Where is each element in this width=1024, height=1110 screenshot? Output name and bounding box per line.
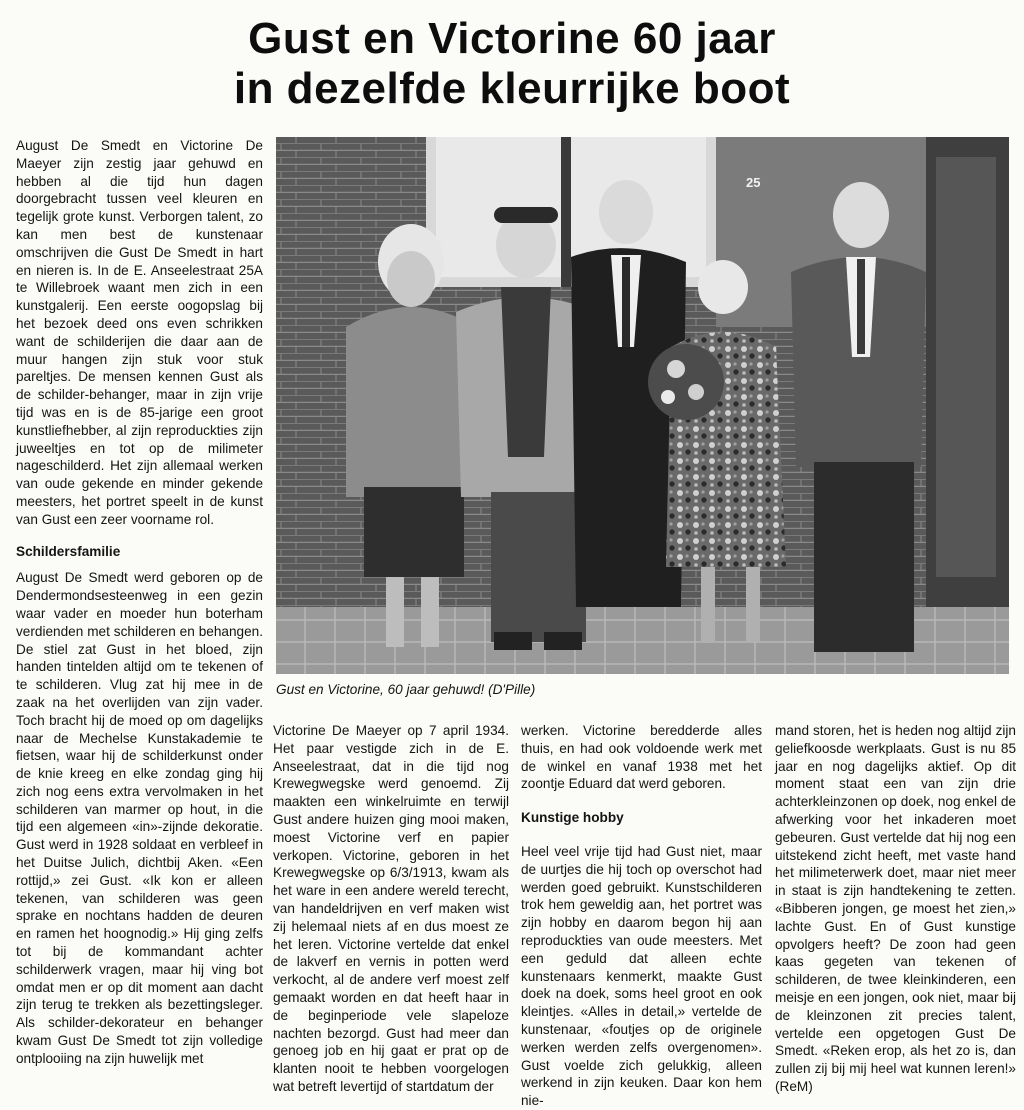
- intro-paragraph: August De Smedt en Victorine De Maeyer zijn zestig jaar gehuwd en hebben al die tijd hun dagen doorgebracht tussen veel kleuren en tegelijk grote kunst. Verborgen talent, zo kan men best de kunstenaar omschrijven die Gust De Smedt in hart en nieren is. In de E. Anseelestraat 25A te Willebroek waant men zich in een kunstgalerij. Een eerste oogopslag bij het bezoek deed ons even schrikken want de schilderijen die daar aan de muur hangen zijn stuk voor stuk pareltjes. De mensen kennen Gust als de schilder-behanger, maar in zijn vrije tijd was en is de 85-jarige een groot kunstliefhebber, al zijn reproduckties zijn juweeltjes en tot op de milimeter nageschilderd. Het zijn allemaal werken van oude gekende en minder gekende meesters, het portret speelt in de kunst van Gust een zeer voorname rol.: [16, 138, 263, 527]
- paragraph-schildersfamilie: August De Smedt werd geboren op de Dendermondsesteenweg in een gezin waar vader en moeder hun boterham verdienden met schilderen en behangen. De stiel zat Gust in het bloed, zijn handen tintelden altijd om te tekenen of te schilderen. Vlug zat hij mee in de zaak na het overlijden van zijn vader. Toch bracht hij de moed op om dagelijks naar de Mechelse Kunstakademie te fietsen, waar hij de schilderkunst onder de knie kreeg en elke zondag ging hij zich nog eens extra vervolmaken in het schilderen van marmer op hout, in die tijd een algemeen «in»-zijnde dekoratie. Gust werd in 1928 soldaat en verbleef in het Duitse Julich, dichtbij Aken. «Een rottijd,» zei Gust. «Ik kon er alleen tekenen, van schilderen was geen sprake en nochtans hadden de deuren en ramen het hoognodig.» Hij ging zelfs tot bij de kommandant achter schilderwerk vragen, maar hij ving bot omdat men er op dit moment aan dacht zijn terug te trekken als bezettingsleger. Als schilder-dekorateur en behanger kwam Gust De Smedt tot zijn volledige ontplooiing na zijn huwelijk met: [16, 570, 263, 1066]
- article-column-3: [521, 722, 762, 1110]
- headline: [0, 14, 1024, 114]
- family-photo: [276, 137, 1009, 674]
- subhead-schildersfamilie: Schildersfamilie: [16, 543, 121, 559]
- paragraph-werken: werken. Victorine beredderde alles thuis, en had ook voldoende werk met de winkel en vanaf 1938 met het zoontje Eduard dat werd geboren.: [521, 723, 762, 792]
- headline-line-2: in dezelfde kleurrijke boot: [233, 64, 791, 113]
- headline-line-1: Gust en Victorine 60 jaar: [248, 14, 776, 63]
- paragraph-victorine: Victorine De Maeyer op 7 april 1934. Het paar vestigde zich in de E. Anseelestraat, dat in die tijd nog Krewegwegske werd genoemd. Zij maakten een winkelruimte en terwijl Gust andere huizen ging mooi maken, moest Victorine verf en papier verkopen. Victorine, geboren in het Krewegwegske op 6/3/1913, kwam als het ware in een andere wereld terecht, van handeldrijven en verf maken wist zij helemaal niets af en dus moest ze het leren. Victorine vertelde dat enkel de lakverf en vernis in potten werd verkocht, al de andere verf moest zelf gemaakt worden en dat heeft haar in de beginperiode vele slapeloze nachten bezorgd. Gust had meer dan genoeg job en hij gaat er prat op de klanten nooit te hebben voorgelogen wat betreft levertijd of startdatum der: [273, 723, 509, 1094]
- house-number: 25: [746, 175, 761, 190]
- photo-illustration: [276, 137, 1009, 674]
- article-column-1: [16, 137, 263, 1068]
- subhead-kunstige-hobby: Kunstige hobby: [521, 810, 624, 826]
- paragraph-closing: mand storen, het is heden nog altijd zijn geliefkoosde werkplaats. Gust is nu 85 jaar en nog dagelijks aktief. Op dit moment staat een van zijn drie achterkleinzonen op doek, nog enkel de afwerking voor het inkaderen moet gebeuren. Gust vertelde dat hij nog een uitstekend zicht heeft, met vaste hand het milimeterwerk doet, maar niet meer in staat is zijn handtekening te zetten. «Bibberen jongen, ge moest het zien,» lachte Gust. En of Gust kunstige opvolgers heeft? De zoon had geen kaas gegeten van tekenen of schilderen, de twee kleinkinderen, een meisje en een jongen, ook niet, maar bij de kleinzonen zit precies talent, vertelde een opgetogen Gust De Smedt. «Reken erop, als het zo is, dan zullen zij bij mij heel wat kunnen leren!» (ReM): [775, 723, 1016, 1094]
- photo-caption: Gust en Victorine, 60 jaar gehuwd! (D'Pille): [276, 682, 536, 697]
- article-column-4: [775, 722, 1016, 1096]
- article-column-2: [273, 722, 509, 1096]
- paragraph-kunstige-hobby: Heel veel vrije tijd had Gust niet, maar de uurtjes die hij toch op overschot had werden goed gebruikt. Kunstschilderen trok hem geweldig aan, het portret was zijn hobby en daarom begon hij aan reproduckties van oude meesters. Met een geduld dat alleen echte kunstenaars kenmerkt, maakte Gust doek na doek, soms heel groot en ook kleintjes. «Alles in detail,» vertelde de kunstenaar, «foutjes op de originele werken werden zelfs overgenomen». Gust voelde zich gelukkig, alleen werkend in zijn keuken. Daar kon hem nie-: [521, 843, 762, 1109]
